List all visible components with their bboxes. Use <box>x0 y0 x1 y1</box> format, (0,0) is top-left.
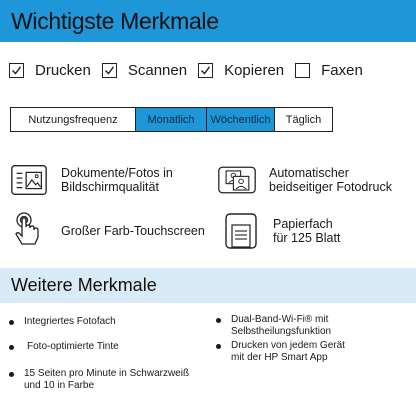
bullet-line: Foto-optimierte Tinte <box>27 341 119 352</box>
feature-paper-tray <box>221 211 340 251</box>
bullet-line: 15 Seiten pro Minute in Schwarzweiß <box>24 368 190 379</box>
feature-document-quality <box>9 160 173 200</box>
checkmark-icon <box>11 65 22 76</box>
bullet-dot-icon <box>9 345 14 350</box>
feature-text <box>273 217 340 245</box>
checkbox-box[interactable] <box>9 63 24 78</box>
bullet-line: Selbstheilungsfunktion <box>231 326 332 337</box>
checkbox-label: Drucken <box>35 62 91 79</box>
list-item <box>216 340 412 364</box>
feature-text <box>61 166 173 194</box>
checkbox-box[interactable] <box>198 63 213 78</box>
bullet-dot-icon <box>9 372 14 377</box>
feature-line: Dokumente/Fotos in <box>61 166 173 180</box>
feature-line: Bildschirmqualität <box>61 180 159 194</box>
bullet-dot-icon <box>216 344 221 349</box>
bullet-line: Drucken von jedem Gerät <box>231 340 345 351</box>
feature-duplex-photo <box>217 160 392 200</box>
touch-hand-icon <box>9 211 49 251</box>
bullet-line: und 10 in Farbe <box>24 380 95 391</box>
checkbox-kopieren[interactable] <box>198 62 284 79</box>
feature-line: Papierfach <box>273 217 333 231</box>
feature-line: Großer Farb-Touchscreen <box>61 224 205 238</box>
usage-option-daily[interactable]: Täglich <box>285 113 322 126</box>
usage-label: Nutzungsfrequenz <box>11 108 136 131</box>
checkbox-scannen[interactable] <box>102 62 187 79</box>
checkbox-label: Kopieren <box>224 62 285 79</box>
feature-line: Automatischer <box>269 166 349 180</box>
document-photo-icon <box>9 160 49 200</box>
list-item <box>9 316 209 328</box>
list-item <box>216 314 412 338</box>
checkbox-label: Faxen <box>321 62 363 79</box>
checkbox-label: Scannen <box>127 62 188 79</box>
usage-option-weekly[interactable]: Wöchentlich <box>207 108 275 131</box>
feature-line: für 125 Blatt <box>273 231 341 245</box>
checkbox-faxen[interactable] <box>295 62 363 79</box>
feature-text <box>61 224 205 238</box>
checkbox-drucken[interactable] <box>9 62 91 79</box>
checkbox-box[interactable] <box>295 63 310 78</box>
function-checkboxes <box>9 62 374 79</box>
bullet-line: Integriertes Fotofach <box>24 316 116 327</box>
bullet-dot-icon <box>9 320 14 325</box>
checkmark-icon <box>104 65 115 76</box>
bullet-line: Dual-Band-Wi-Fi® mit <box>231 314 329 325</box>
feature-text <box>269 166 392 194</box>
duplex-photo-icon <box>217 160 257 200</box>
usage-option-monthly[interactable]: Monatlich <box>136 108 207 131</box>
page-title: Wichtigste Merkmale <box>11 7 219 34</box>
paper-tray-icon <box>221 211 261 251</box>
list-item <box>9 341 209 353</box>
bullet-dot-icon <box>216 318 221 323</box>
usage-frequency-selector <box>10 107 333 132</box>
checkmark-icon <box>200 65 211 76</box>
feature-line: beidseitiger Fotodruck <box>269 180 392 194</box>
bullet-line: mit der HP Smart App <box>231 352 328 363</box>
section-title: Weitere Merkmale <box>11 275 157 295</box>
checkbox-box[interactable] <box>102 63 117 78</box>
list-item <box>9 368 215 392</box>
more-features-header <box>0 268 416 303</box>
header-bar <box>0 0 416 42</box>
feature-touchscreen <box>9 211 205 251</box>
